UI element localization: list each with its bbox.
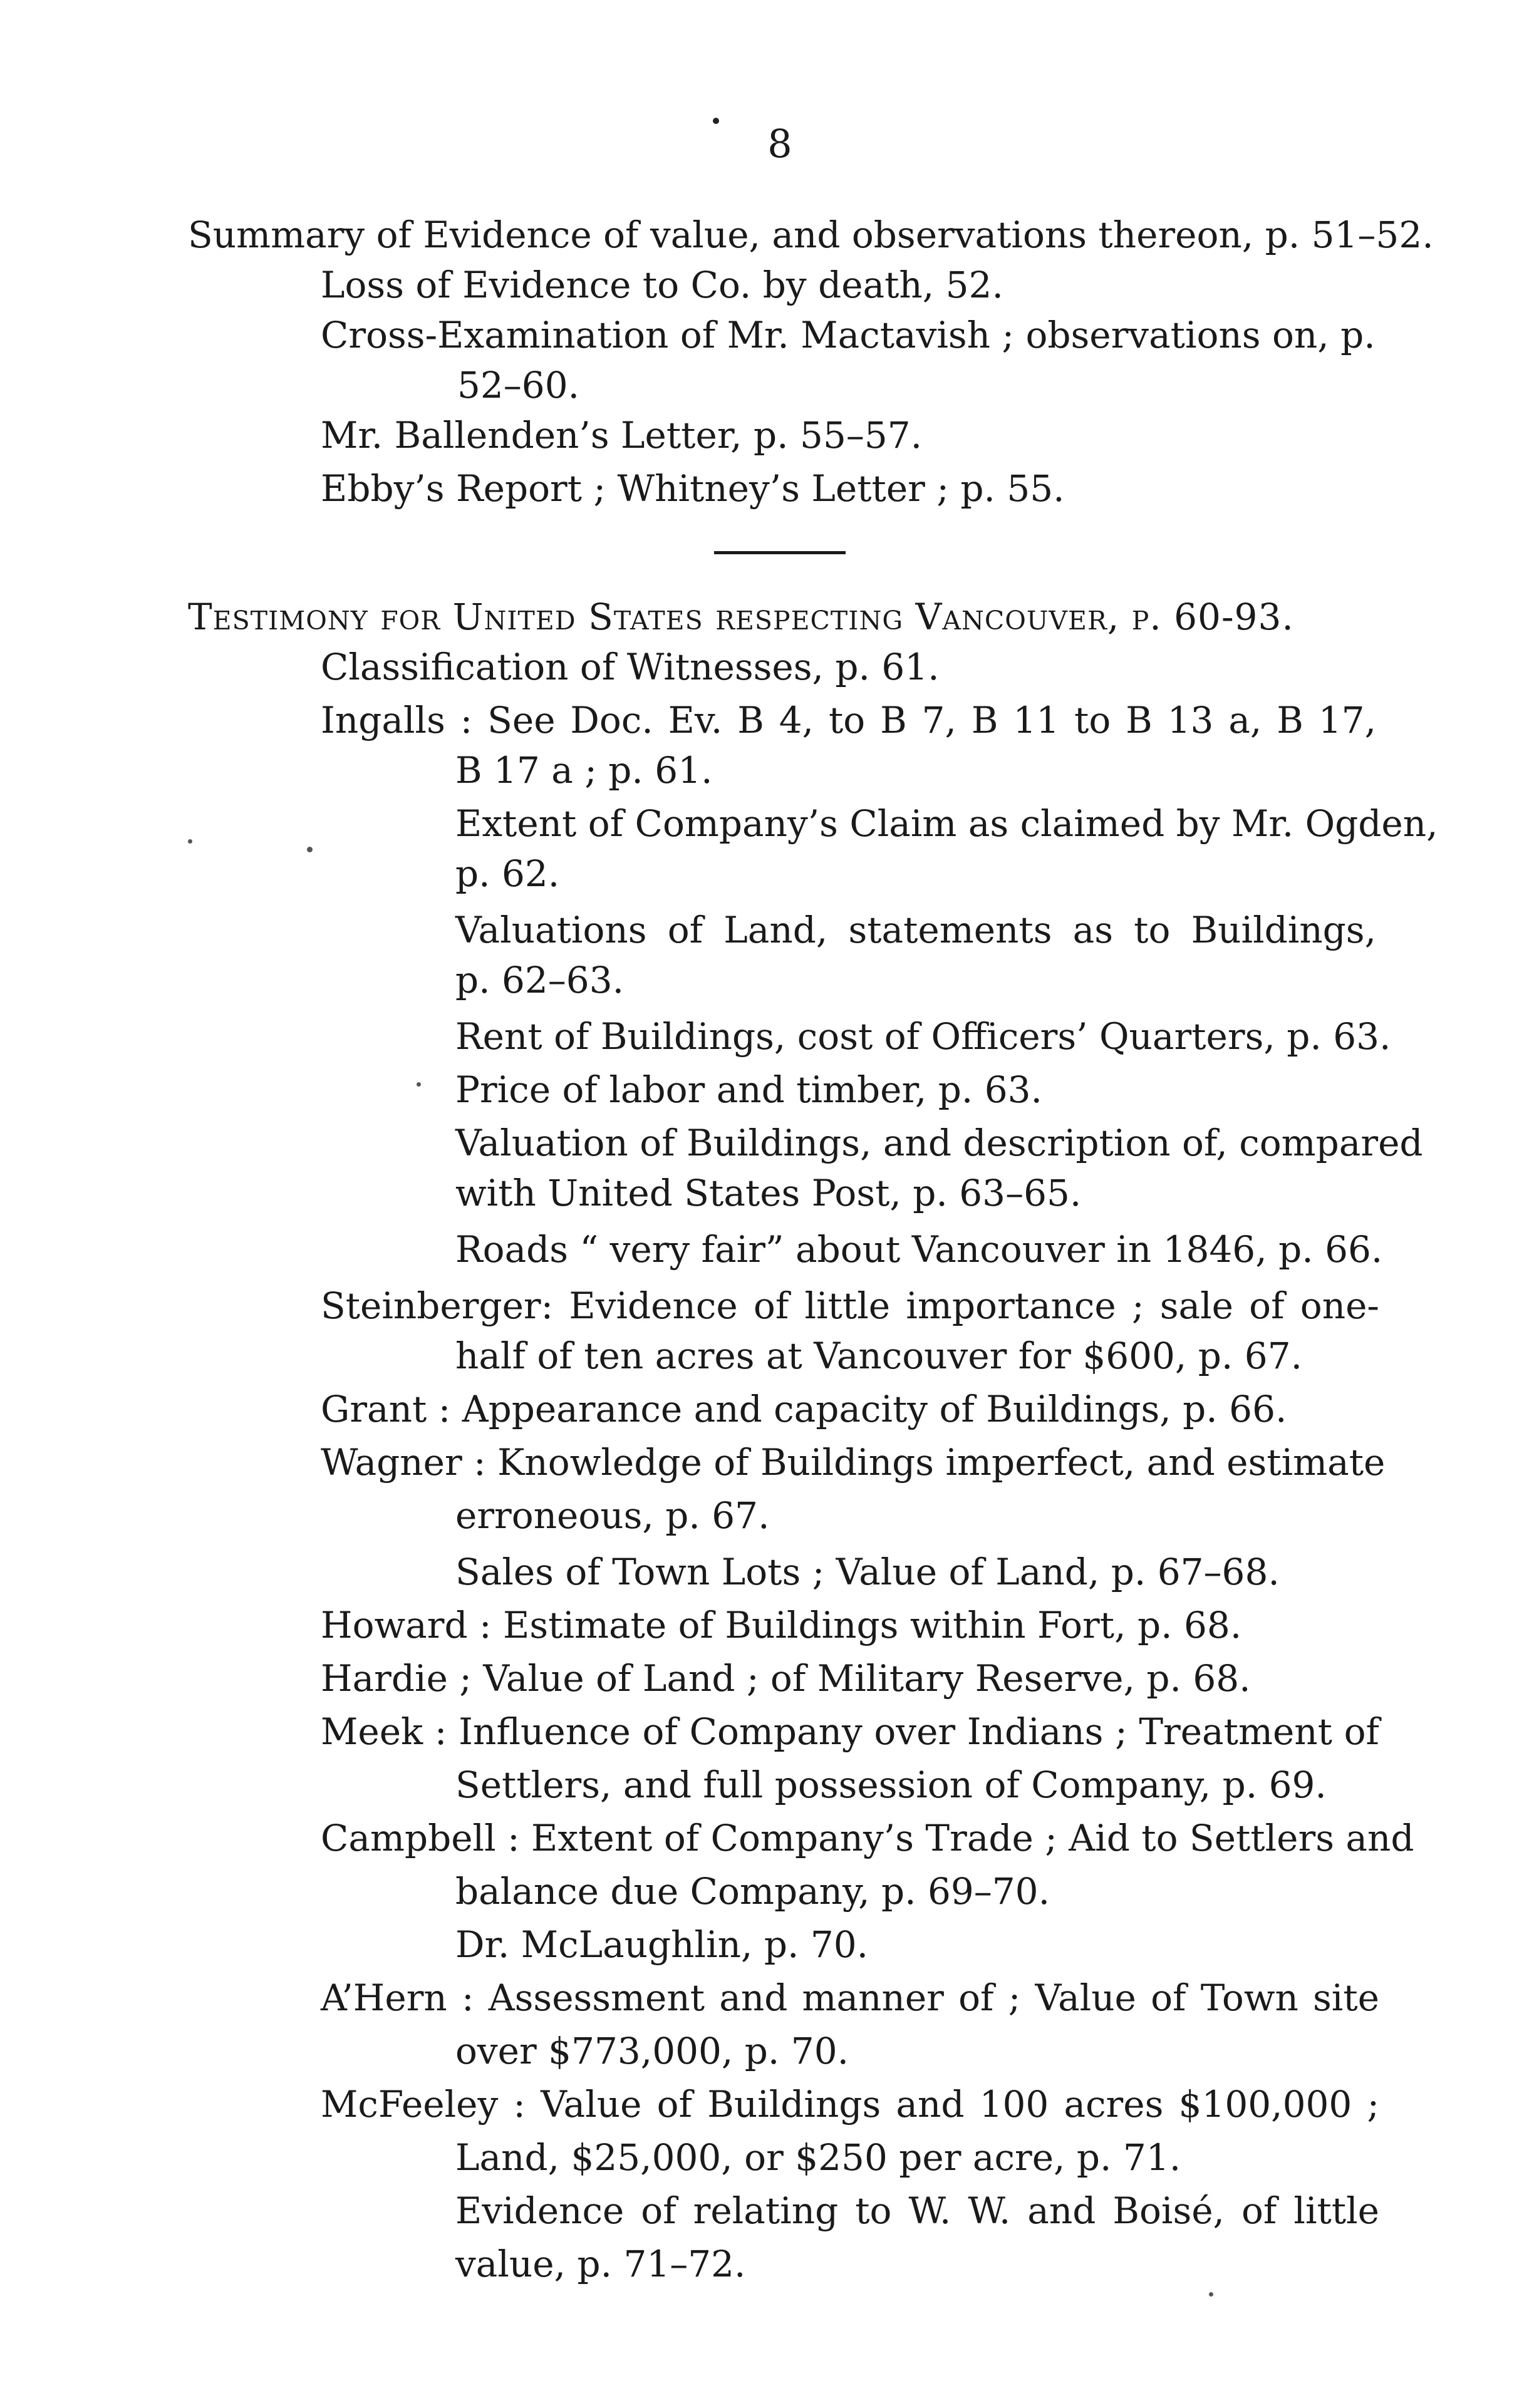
- entry-line: Meek : Influence of Company over Indians ; Treatment of: [321, 1710, 1379, 1753]
- entry-line: McFeeley : Value of Buildings and 100 acres $100,000 ;: [321, 2083, 1379, 2126]
- entry-line: Steinberger: Evidence of little importance ; sale of one-: [321, 1284, 1379, 1327]
- entry-line: B 17 a ; p. 61.: [455, 749, 713, 792]
- entry-line: Grant : Appearance and capacity of Buildings, p. 66.: [321, 1388, 1287, 1430]
- entry-line: Rent of Buildings, cost of Officers’ Quarters, p. 63.: [455, 1015, 1391, 1058]
- entry-line: balance due Company, p. 69–70.: [455, 1870, 1050, 1913]
- entry-line: Dr. McLaughlin, p. 70.: [455, 1923, 869, 1966]
- entry-line: Wagner : Knowledge of Buildings imperfect, and estimate: [321, 1441, 1386, 1484]
- entry-line: A’Hern : Assessment and manner of ; Value of Town site: [321, 1977, 1379, 2019]
- entry-line: Mr. Ballenden’s Letter, p. 55–57.: [321, 414, 923, 457]
- entry-line: Ingalls : See Doc. Ev. B 4, to B 7, B 11 to B 13 a, B 17,: [321, 699, 1376, 742]
- entry-line: value, p. 71–72.: [455, 2243, 746, 2285]
- entry-line: Settlers, and full possession of Company, p. 69.: [455, 1764, 1327, 1806]
- scan-speck: [307, 847, 313, 852]
- entry-line: Ebby’s Report ; Whitney’s Letter ; p. 55.: [321, 467, 1065, 510]
- entry-line: with United States Post, p. 63–65.: [455, 1172, 1082, 1214]
- entry-line: half of ten acres at Vancouver for $600, p. 67.: [455, 1335, 1303, 1377]
- entry-line: Land, $25,000, or $250 per acre, p. 71.: [455, 2136, 1181, 2179]
- entry-line: Cross-Examination of Mr. Mactavish ; observations on, p.: [321, 314, 1376, 356]
- entry-line: Extent of Company’s Claim as claimed by Mr. Ogden,: [455, 802, 1438, 845]
- entry-line: erroneous, p. 67.: [455, 1494, 770, 1537]
- scan-speck: [1209, 2292, 1213, 2297]
- scan-speck: [188, 839, 192, 844]
- entry-line: Loss of Evidence to Co. by death, 52.: [321, 264, 1003, 306]
- entry-line: Valuation of Buildings, and description of, compared: [455, 1122, 1423, 1164]
- entry-line: Classification of Witnesses, p. 61.: [321, 646, 940, 688]
- entry-line: p. 62.: [455, 852, 560, 895]
- entry-line: 52–60.: [457, 364, 580, 406]
- entry-line: Evidence of relating to W. W. and Boisé, of little: [455, 2189, 1379, 2232]
- section-divider: [714, 551, 846, 554]
- page-number: 8: [767, 121, 792, 167]
- entry-line: Roads “ very fair” about Vancouver in 1846, p. 66.: [455, 1228, 1383, 1271]
- entry-line: Campbell : Extent of Company’s Trade ; Aid to Settlers and: [321, 1817, 1414, 1859]
- entry-line: Price of labor and timber, p. 63.: [455, 1068, 1042, 1111]
- entry-line: p. 62–63.: [455, 959, 624, 1001]
- section-heading: Testimony for United States respecting Vancouver, p. 60-93.: [188, 596, 1294, 638]
- entry-line: over $773,000, p. 70.: [455, 2030, 849, 2072]
- scan-speck: [417, 1082, 421, 1087]
- scan-speck: [713, 118, 719, 124]
- entry-line: Howard : Estimate of Buildings within Fort, p. 68.: [321, 1604, 1242, 1646]
- entry-line: Sales of Town Lots ; Value of Land, p. 67–68.: [455, 1551, 1280, 1593]
- entry-line: Hardie ; Value of Land ; of Military Reserve, p. 68.: [321, 1657, 1251, 1700]
- entry-line: Summary of Evidence of value, and observations thereon, p. 51–52.: [188, 214, 1434, 256]
- entry-line: Valuations of Land, statements as to Buildings,: [455, 909, 1376, 951]
